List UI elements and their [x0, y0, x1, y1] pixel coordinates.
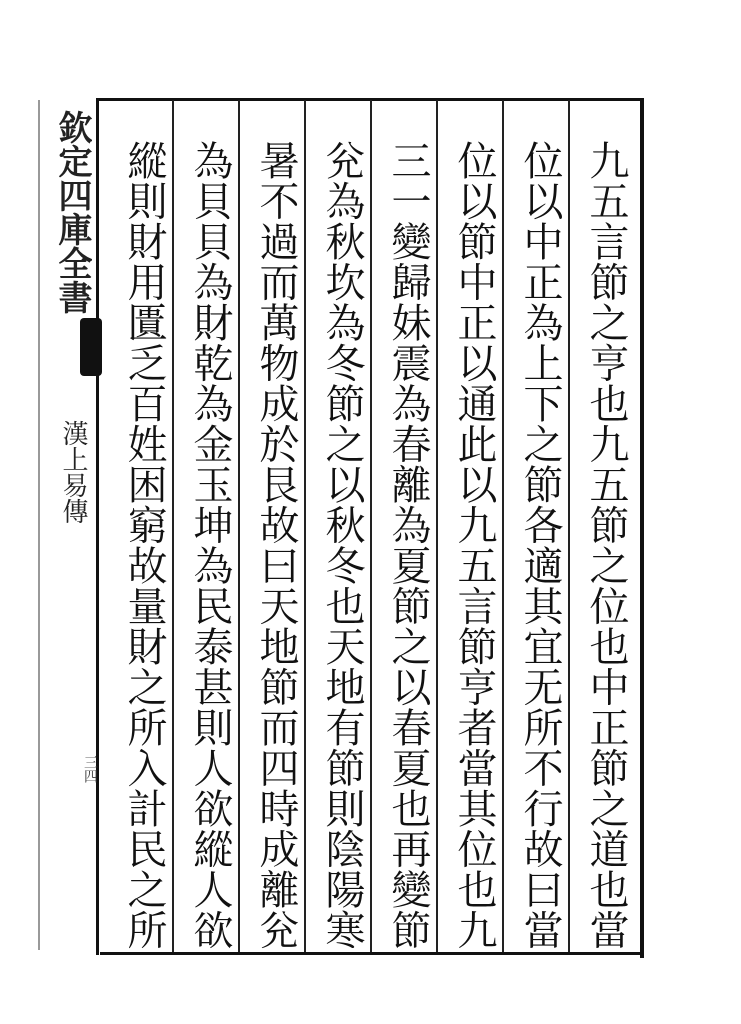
fish-tail-mark [80, 318, 102, 376]
column-rule [502, 100, 504, 952]
frame-bottom-border [100, 952, 644, 955]
text-column-3: 位以節中正以通此以九五言節亨者當其位也九 [451, 140, 497, 950]
frame-left-border [96, 98, 99, 955]
text-column-7: 為貝貝為財乾為金玉坤為民泰甚則人欲縱人欲 [187, 140, 233, 950]
frame-right-border [640, 98, 644, 958]
column-rule [304, 100, 306, 952]
text-column-5: 兊為秋坎為冬節之以秋冬也天地有節則陰陽寒 [319, 140, 365, 950]
column-rule [172, 100, 174, 952]
margin-book-title: 欽定四庫全書 [52, 110, 92, 314]
outer-margin-rule [38, 100, 40, 950]
margin-page-number: 三四 [82, 755, 98, 783]
margin-section-label: 漢上易傳 [58, 420, 88, 524]
column-rule [238, 100, 240, 952]
text-column-4: 三一變歸妹震為春離為夏節之以春夏也再變節 [385, 140, 431, 950]
text-column-1: 九五言節之亨也九五節之位也中正節之道也當 [583, 140, 629, 950]
column-rule [370, 100, 372, 952]
text-column-8: 縱則財用匱乏百姓困窮故量財之所入計民之所 [121, 140, 167, 950]
text-column-6: 暑不過而萬物成於艮故曰天地節而四時成離兊 [253, 140, 299, 950]
text-column-2: 位以中正為上下之節各適其宜无所不行故曰當 [517, 140, 563, 950]
column-rule [568, 100, 570, 952]
column-rule [436, 100, 438, 952]
